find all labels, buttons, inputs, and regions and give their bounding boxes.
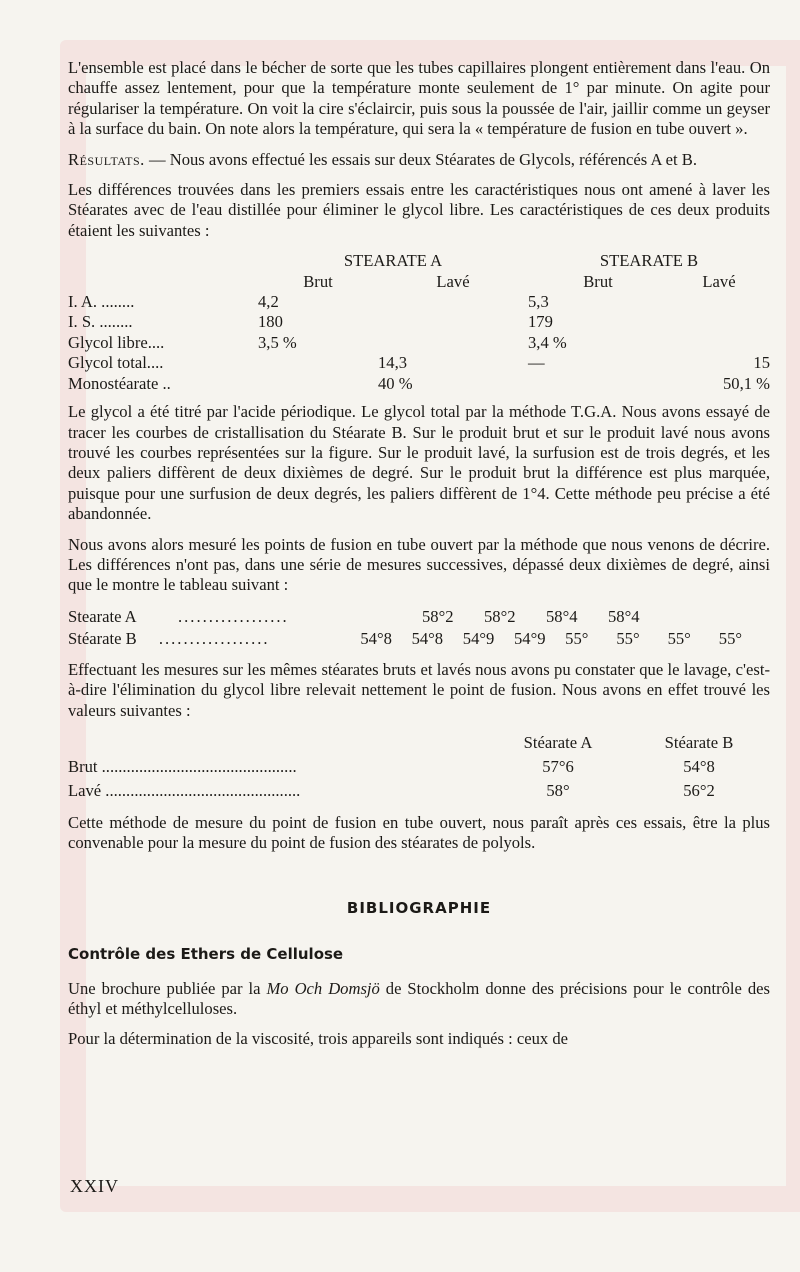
subheader-a-lave: Lavé [436,271,470,291]
table-row: I. S. ........ 180 179 [68,312,553,332]
measurement-row-stearate-a: Stearate A .................. 58°2 58°2 58°4 58°4 [68,606,640,626]
table-row: I. A. ........ 4,2 5,3 [68,292,549,312]
paragraph-procedure: L'ensemble est placé dans le bécher de sorte que les tubes capillaires plongent entièrement dans l'eau. On chauffe assez lentement, pour que la température monte seulement de 1° par minute. On agite pour régulariser la température. On voit la cire s'éclaircir, puis sous la poussée de l'air, jaillir comme un geyser à la surface du bain. On note alors la température, qui sera la « température de fusion en tube ouvert ». [68,58,770,139]
publisher-name: Mo Och Domsjö [266,978,380,998]
subsection-heading: Contrôle des Ethers de Cellulose [68,945,344,964]
section-heading: BIBLIOGRAPHIE [346,898,492,917]
page-number: XXIV [70,1176,119,1196]
subheader-b-brut: Brut [583,271,613,291]
paragraph-results [68,150,770,170]
paragraph-glycol-method: Le glycol a été titré par l'acide périodique. Le glycol total par la méthode T.G.A. Nous avons essayé de tracer les courbes de cristallisation du Stéarate B. Sur le produit brut et sur le produit lavé nous avons trouvé les courbes représentées sur la figure. Sur le produit lavé, la surfusion est de trois degrés, et les deux paliers diffèrent de deux dixièmes de degré. Sur le produit brut la différence est plus marquée, puisque pour une surfusion de deux degrés, les paliers diffèrent de 1°4. Cette méthode peu précise a été abandonnée. [68,402,770,524]
results-text: — Nous avons effectué les essais sur deux Stéarates de Glycols, référencés A et B. [144,149,698,169]
table-row: Lavé ............................................... 58° 56°2 [68,780,715,800]
page-body [68,58,770,1060]
column-group-stearate-a: STEARATE A [343,251,443,271]
paragraph-washing: Effectuant les mesures sur les mêmes stéarates bruts et lavés nous avons pu constater que le lavage, c'est-à-dire l'élimination du glycol libre relevait nettement le point de fusion. Nous avons en effet trouvé les valeurs suivantes : [68,659,770,720]
fusion-table [68,731,770,803]
subheader-b-lave: Lavé [702,271,736,291]
table-row: Glycol libre.... 3,5 % 3,4 % [68,332,567,352]
fusion-header-a: Stéarate A [523,732,593,752]
measurement-series [68,606,770,650]
paragraph-brochure: Une brochure publiée par la Mo Och Domsjö de Stockholm donne des précisions pour le contrôle des éthyl et méthylcelluloses. [68,978,770,1018]
results-label: Résultats. [68,149,145,169]
properties-table [68,251,770,394]
paragraph-conclusion: Cette méthode de mesure du point de fusion en tube ouvert, nous paraît après ces essais, être la plus convenable pour la mesure du point de fusion des stéarates de polyols. [68,812,770,853]
fusion-header-b: Stéarate B [664,732,734,752]
table-row: Monostéarate .. 40 % 50,1 % [68,373,770,393]
table-row: Glycol total.... 14,3 — 15 [68,353,770,373]
table-row: Brut ............................................... 57°6 54°8 [68,756,715,776]
subheader-a-brut: Brut [303,271,333,291]
paragraph-viscosity: Pour la détermination de la viscosité, trois appareils sont indiqués : ceux de [68,1029,569,1049]
paragraph-differences: Les différences trouvées dans les premiers essais entre les caractéristiques nous ont amené à laver les Stéarates avec de l'eau distillée pour éliminer le glycol libre. Les caractéristiques de ces deux produits étaient les suivantes : [68,180,770,240]
measurement-row-stearate-b: Stéarate B .................. 54°8 54°8 54°9 54°9 55° 55° 55° 55° [68,628,743,648]
column-group-stearate-b: STEARATE B [599,251,699,271]
paragraph-fusion-points: Nous avons alors mesuré les points de fusion en tube ouvert par la méthode que nous venons de décrire. Les différences n'ont pas, dans une série de mesures successives, dépassé deux dixièmes de degré, ainsi que le montre le tableau suivant : [68,534,770,595]
